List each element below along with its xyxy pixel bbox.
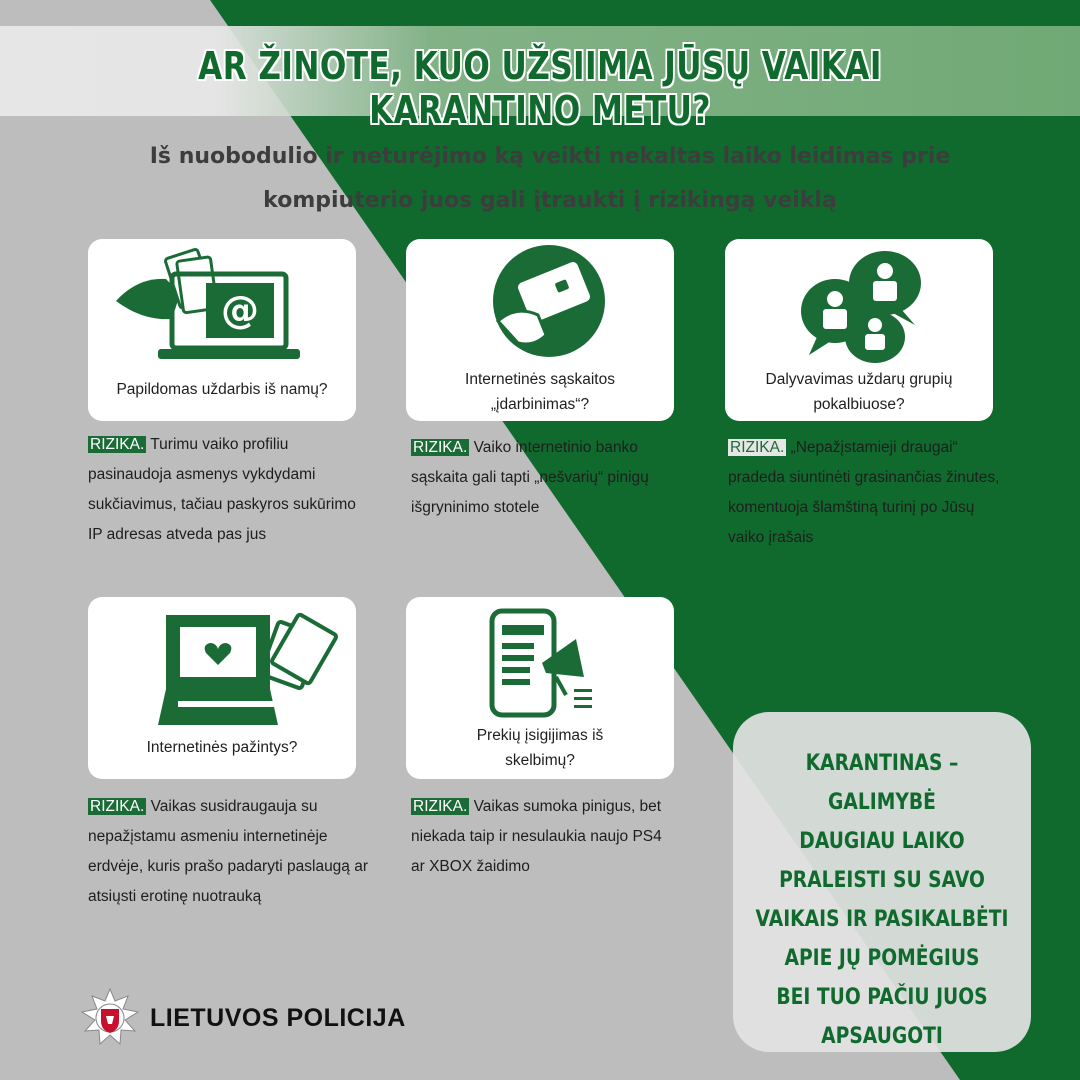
chat-people-icon (725, 239, 993, 369)
card-label: Internetinės pažintys? (146, 739, 298, 756)
card-label: Papildomas uždarbis iš namų? (116, 381, 328, 398)
risk-tag: RIZIKA. (730, 439, 785, 456)
card-label: Dalyvavimas uždarų grupių pokalbiuose? (765, 371, 953, 413)
police-star-logo-icon (80, 988, 140, 1048)
phone-megaphone-icon (406, 597, 674, 727)
brand-name: LIETUVOS POLICIJA (150, 1004, 406, 1032)
risk-text-4: RIZIKA. Vaikas susidraugauja su nepažįstamu asmeniu internetinėje erdvėje, kuris prašo padaryti paslaugą ar atsiųsti erotinę nuotrauką (88, 798, 369, 905)
card-hand-icon (406, 239, 674, 369)
subtitle (100, 135, 1000, 223)
laptop-money-icon (88, 239, 356, 369)
risk-text-1: RIZIKA. Turimu vaiko profiliu pasinaudoja asmenys vykdydami sukčiavimus, tačiau paskyros sukūrimo IP adresas atveda pas jus (88, 436, 356, 543)
risk-text-2: RIZIKA. Vaiko internetinio banko sąskaita gali tapti „nešvarių“ pinigų išgryninimo stotele (411, 439, 649, 516)
card-label: Prekių įsigijimas iš skelbimų? (476, 727, 604, 769)
svg-text:@: @ (221, 288, 259, 332)
risk-text-3: RIZIKA. „Nepažįstamieji draugai“ pradeda siuntinėti grasinančias žinutes, komentuoja šlamštiną turinį po Jūsų vaiko įrašais (728, 439, 1000, 546)
card-extra-income (88, 239, 356, 421)
risk-tag: RIZIKA. (413, 798, 468, 815)
risk-tag: RIZIKA. (90, 798, 145, 815)
card-label: Internetinės sąskaitos „įdarbinimas“? (465, 371, 615, 413)
card-classified-ads (406, 597, 674, 779)
callout-text: KARANTINAS – GALIMYBĖ DAUGIAU LAIKO PRALEISTI SU SAVO VAIKAIS IR PASIKALBĖTI APIE JŲ POMĖGIUS BEI TUO PAČIU JUOS APSAUGOTI (755, 751, 1009, 1049)
card-closed-chats (725, 239, 993, 421)
subtitle-line-2: kompiuterio juos gali įtraukti į rizikingą veiklą (263, 188, 837, 213)
subtitle-line-1: Iš nuobodulio ir neturėjimo ką veikti nekaltas laiko leidimas prie (149, 144, 951, 169)
quarantine-callout (733, 712, 1031, 1052)
laptop-heart-icon (88, 597, 356, 727)
risk-tag: RIZIKA. (90, 436, 145, 453)
card-bank-account (406, 239, 674, 421)
card-online-dating (88, 597, 356, 779)
page-title: AR ŽINOTE, KUO UŽSIIMA JŪSŲ VAIKAI KARANTINO METU? (198, 44, 882, 132)
risk-text-5: RIZIKA. Vaikas sumoka pinigus, bet niekada taip ir nesulaukia naujo PS4 ar XBOX žaidimo (411, 798, 662, 875)
risk-tag: RIZIKA. (413, 439, 468, 456)
